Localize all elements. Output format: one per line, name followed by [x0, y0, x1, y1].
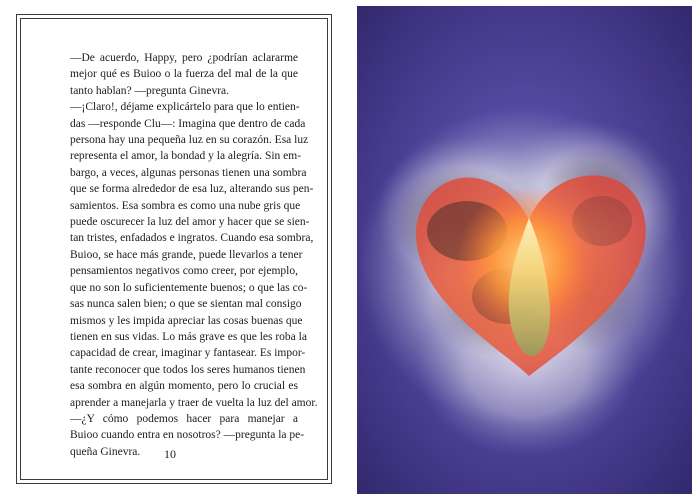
illustration-svg: [357, 6, 692, 494]
paragraph-2: [58, 99, 318, 411]
text-line: pensamientos negativos como creer, por ejemplo,: [70, 265, 298, 278]
text-line: queña Ginevra.: [70, 445, 141, 458]
text-line: —¡Claro!, déjame explicártelo para que lo entien-: [70, 101, 300, 114]
text-line: das —responde Clu—: Imagina que dentro de cada: [70, 117, 306, 130]
text-line: mismos y les impida apreciar las cosas buenas que: [70, 314, 303, 327]
text-line: que se forma alrededor de esa luz, alterando sus pen-: [70, 183, 314, 196]
text-line: persona hay una pequeña luz en su corazón. Esa luz: [70, 134, 309, 147]
text-line: aprender a manejarla y traer de vuelta la luz del amor.: [70, 396, 318, 409]
text-line: tan tristes, enfadados e ingratos. Cuando esa sombra,: [70, 232, 314, 245]
text-line: mejor qué es Buioo o la fuerza del mal de la que: [70, 68, 298, 81]
text-line: bargo, a veces, algunas personas tienen una sombra: [70, 166, 307, 179]
text-line: Buioo cuando entra en nosotros? —pregunta la pe-: [70, 429, 305, 442]
text-line: —De acuerdo, Happy, pero ¿podrían aclararme: [70, 52, 298, 64]
body-text: [58, 50, 318, 460]
text-line: samientos. Esa sombra es como una nube gris que: [70, 199, 301, 212]
text-line: capacidad de crear, imaginar y fantasear. Es impor-: [70, 347, 306, 360]
text-line: —¿Y cómo podemos hacer para manejar a: [70, 412, 298, 425]
text-line: esa sombra en algún momento, pero lo crucial es: [70, 380, 298, 393]
paragraph-1: [58, 50, 298, 99]
page-number: 10: [164, 447, 176, 461]
text-line: sas nunca salen bien; o que se sientan mal consigo: [70, 298, 302, 311]
text-line: representa el amor, la bondad y la alegría. Sin em-: [70, 150, 302, 163]
text-line: tanto hablan? —pregunta Ginevra.: [70, 84, 230, 97]
text-line: que no son lo suficientemente buenos; o que las co-: [70, 281, 308, 294]
heart-candle-illustration: [357, 6, 692, 494]
text-line: puede oscurecer la luz del amor y hacer que se sien-: [70, 216, 310, 229]
text-line: tante reconocer que todos los seres humanos tienen: [70, 363, 306, 376]
page-gutter: [350, 0, 357, 500]
text-line: tienen en sus vidas. Lo más grave es que les roba la: [70, 330, 307, 343]
text-line: Buioo, se hace más grande, puede llevarlos a tener: [70, 248, 303, 261]
